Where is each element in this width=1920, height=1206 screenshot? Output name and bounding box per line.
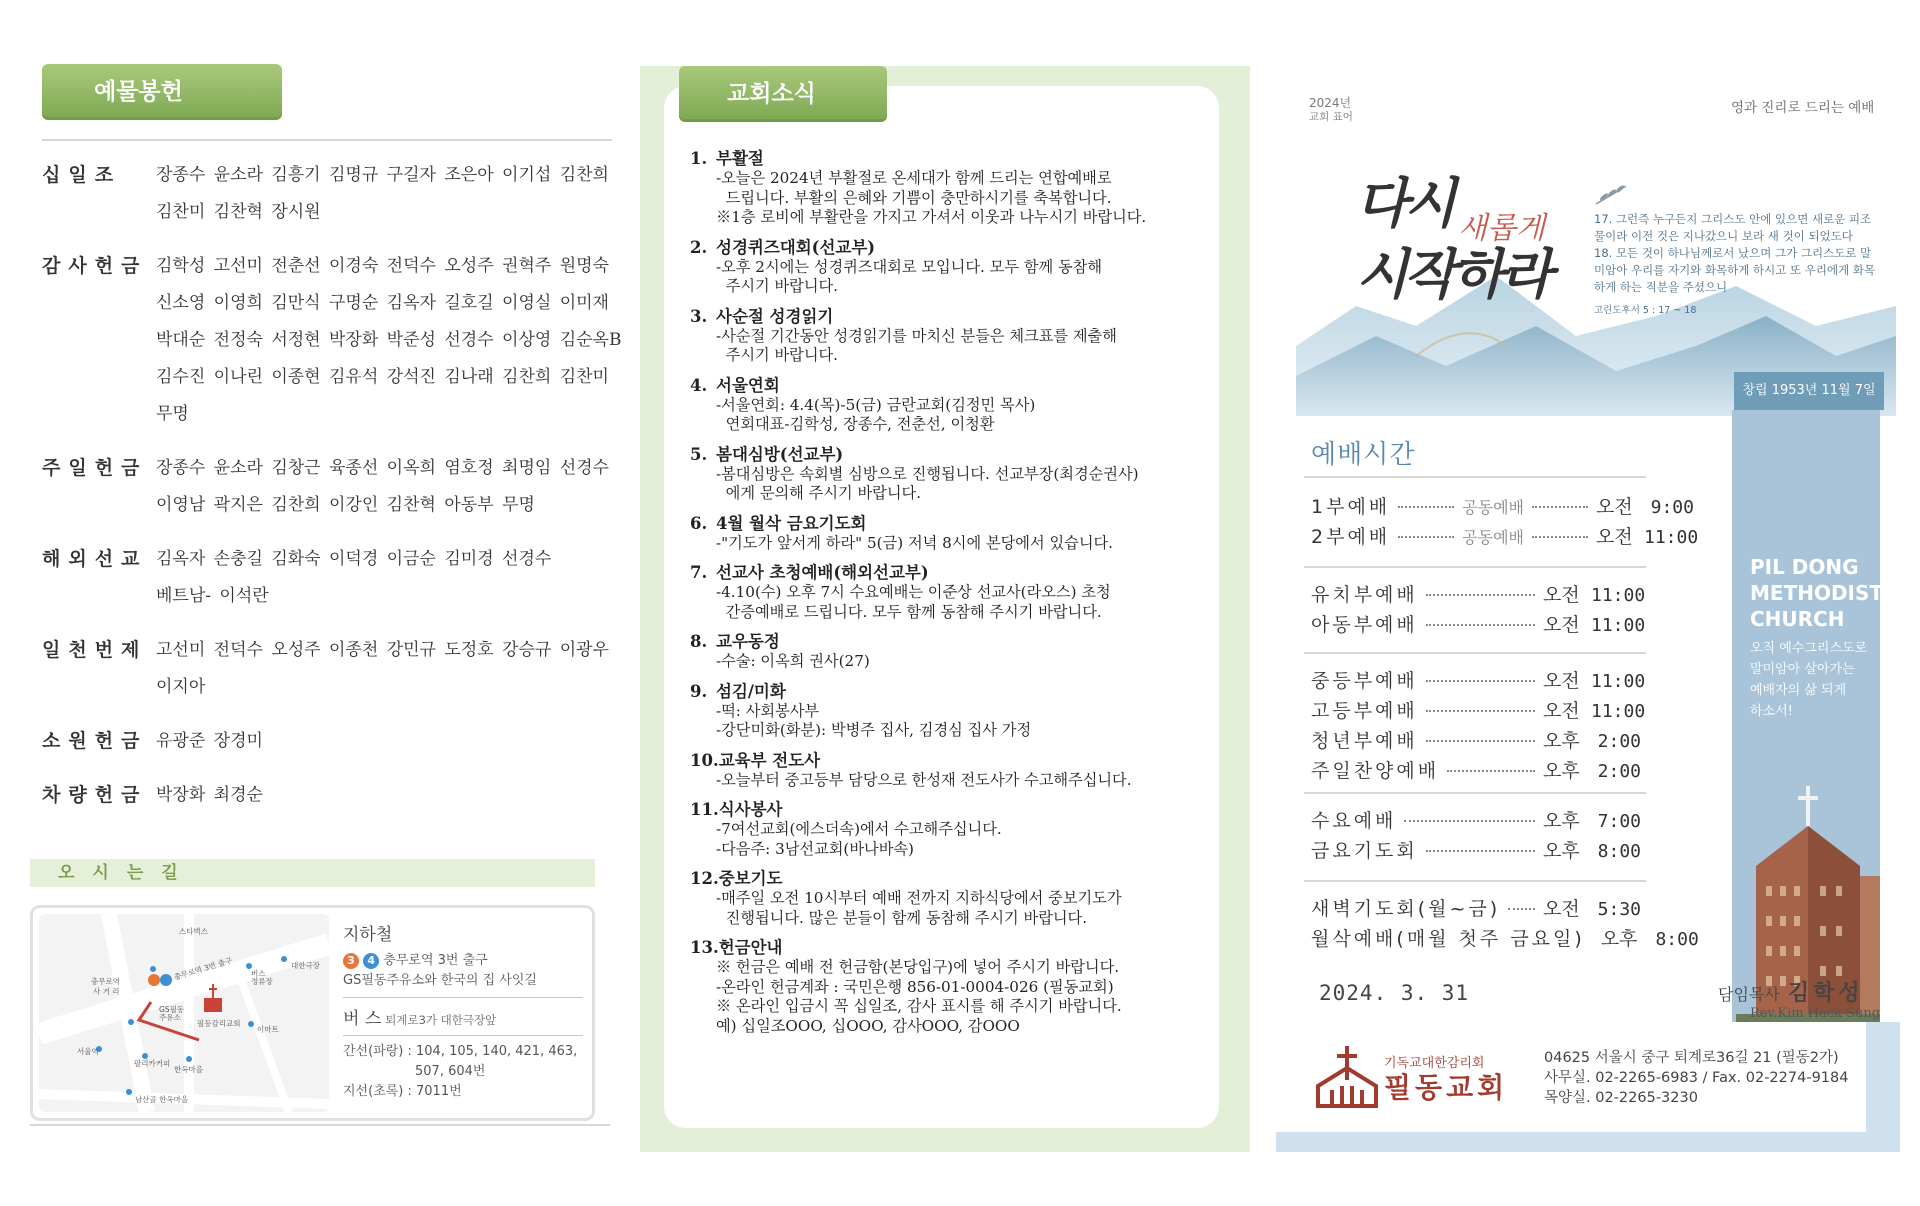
church-name: 필동교회 [1384, 1071, 1509, 1104]
news-number: 9. [690, 681, 708, 701]
bus-blue-cont: 507, 604번 [415, 1064, 486, 1079]
news-line: 주시기 바랍니다. [716, 346, 839, 364]
news-line: -수술: 이옥희 권사(27) [716, 652, 870, 670]
service-time: 8:00 [1655, 929, 1699, 950]
service-name: 청년부예배 [1311, 730, 1418, 752]
offering-name-line: 베트남- 이석란 [156, 586, 269, 606]
offering-name-line: 장종수 윤소라 김창근 육종선 이옥희 염호정 최명임 선경수 [156, 458, 609, 478]
service-ampm: 오후 [1543, 840, 1580, 862]
news-line: -떡: 사회봉사부 [716, 701, 820, 720]
news-item-title [690, 444, 1220, 465]
news-line: -7여선교회(에스더속)에서 수고해주십니다. [716, 820, 1002, 838]
verse-17: 17. 그런즉 누구든지 그리스도 안에 있으면 새로운 피조물이라 이전 것은 지나갔으니 보라 새 것이 되었도다 [1594, 212, 1872, 243]
offering-name-line: 이영남 곽지은 김찬희 이강인 김찬혁 아동부 무명 [156, 495, 535, 515]
motto-year: 2024년 교회 표어 [1309, 96, 1353, 123]
news-item-title [690, 562, 1220, 583]
mission-line: 말미암아 살아가는 [1750, 662, 1855, 677]
svg-text:남산골 한옥마을: 남산골 한옥마을 [135, 1095, 189, 1104]
news-item [690, 799, 1220, 859]
service-name: 중등부예배 [1311, 670, 1418, 692]
service-name: 월삭예배(매월 첫주 금요일) [1311, 928, 1585, 950]
motto-line-1: 다시 [1356, 171, 1453, 235]
pastor-english-name: Rev.Kim Hack Sung [1750, 1006, 1881, 1021]
offering-list [42, 157, 622, 831]
service-time: 9:00 [1650, 497, 1694, 518]
offering-name-line: 김학성 고선미 전춘선 이경숙 전덕수 오성주 권혁주 원명숙 [156, 256, 609, 276]
service-ampm: 오전 [1595, 526, 1633, 548]
news-number: 2. [690, 237, 708, 257]
svg-text:사 거 리: 사 거 리 [93, 987, 120, 996]
news-panel [640, 66, 1250, 1152]
news-item [690, 750, 1220, 791]
svg-text:정류장: 정류장 [251, 977, 273, 986]
news-item [690, 375, 1220, 435]
news-item-title [690, 237, 1220, 258]
news-number: 1. [690, 149, 708, 168]
service-type: 공동예배 [1462, 528, 1524, 547]
divider [343, 1035, 583, 1036]
news-item-title [690, 937, 1220, 958]
service-time: 11:00 [1643, 527, 1699, 548]
offering-label: 소원헌금 [42, 730, 148, 752]
svg-text:주유소: 주유소 [159, 1013, 181, 1022]
leader-dots [1404, 820, 1535, 822]
divider [1304, 476, 1646, 478]
news-line: -온라인 헌금계좌 : 국민은행 856-01-0004-026 (필동교회) [716, 977, 1114, 996]
leader-dots [1426, 710, 1535, 712]
service-row [1311, 836, 1641, 866]
service-ampm: 오후 [1543, 810, 1580, 832]
news-line: 간증예배로 드립니다. 모두 함께 동참해 주시기 바랍니다. [716, 602, 1102, 621]
news-number: 11. [690, 800, 719, 819]
news-item-title [690, 148, 1220, 169]
divider [1304, 880, 1646, 882]
news-heading: 섬김/미화 [716, 681, 786, 701]
leader-dots [1508, 908, 1535, 910]
offering-names [156, 541, 551, 615]
service-row [1311, 666, 1646, 696]
mission-line: 하소서! [1750, 704, 1793, 719]
divider [343, 997, 583, 998]
news-line: -매주일 오전 10시부터 예배 전까지 지하식당에서 중보기도가 [716, 889, 1122, 907]
news-number: 3. [690, 306, 708, 326]
offering-name-line: 유광준 장경미 [156, 731, 263, 751]
service-name: 1부예배 [1311, 496, 1391, 518]
news-heading: 부활절 [716, 149, 764, 168]
service-ampm: 오전 [1543, 898, 1580, 920]
leader-dots [1426, 594, 1535, 596]
motto-year-sub: 교회 표어 [1309, 111, 1353, 123]
svg-text:한옥마을: 한옥마을 [174, 1065, 203, 1074]
office-phone: 사무실. 02-2265-6983 / Fax. 02-2274-9184 [1544, 1070, 1849, 1086]
bus-blue: 간선(파랑) : 104, 105, 140, 421, 463, [343, 1044, 578, 1059]
news-number: 13. [690, 938, 719, 957]
pastor-name: 김학성 [1787, 981, 1864, 1006]
offering-row [42, 541, 612, 615]
service-row [1311, 610, 1646, 640]
denomination: 기독교대한감리회 [1384, 1056, 1485, 1071]
divider [1304, 652, 1646, 654]
offering-label: 감사헌금 [42, 255, 148, 277]
news-line: -다음주: 3남선교회(바나바속) [716, 839, 914, 858]
offering-label: 차량헌금 [42, 784, 148, 806]
news-heading: 교육부 전도사 [718, 750, 821, 770]
bulletin-date: 2024. 3. 31 [1319, 981, 1470, 1005]
offering-name-line: 김수진 이나린 이종현 김유석 강석진 김나래 김찬희 김찬미 [156, 367, 609, 387]
offering-row [42, 450, 612, 524]
news-heading: 교우동정 [716, 632, 780, 651]
bus-stop: 퇴계로3가 대한극장앞 [385, 1013, 497, 1027]
leader-dots [1532, 536, 1588, 538]
offering-label: 해외선교 [42, 548, 148, 570]
offering-row [42, 157, 612, 231]
news-item-title [690, 631, 1220, 652]
verse-18: 18. 모든 것이 하나님께로서 났으며 그가 그리스도로 말미암아 우리를 자기와 화목하게 하시고 또 우리에게 화목하게 하는 직분을 주셨으니 [1594, 246, 1876, 294]
news-item [690, 513, 1220, 554]
service-row [1311, 522, 1699, 552]
offering-label: 십일조 [42, 164, 122, 186]
service-ampm: 오전 [1543, 670, 1580, 692]
leader-dots [1398, 536, 1454, 538]
service-ampm: 오후 [1600, 928, 1638, 950]
address: 04625 서울시 중구 퇴계로36길 21 (필동2가) [1544, 1050, 1839, 1066]
service-name: 금요기도회 [1311, 840, 1418, 862]
news-line: 주시기 바랍니다. [716, 277, 839, 295]
subway-exit: 충무로역 3번 출구 [383, 953, 488, 968]
scripture-verse [1594, 184, 1879, 319]
transit-info [343, 916, 583, 1102]
offering-title: 예물봉헌 [42, 64, 282, 120]
subway-title: 지하철 [343, 925, 393, 945]
service-row [1311, 696, 1646, 726]
church-motto [1356, 161, 1549, 309]
offering-name-line: 이지아 [156, 677, 206, 697]
service-row [1311, 924, 1699, 954]
news-line: ※ 헌금은 예배 전 헌금함(본당입구)에 넣어 주시기 바랍니다. [716, 958, 1120, 976]
service-ampm: 오후 [1543, 760, 1580, 782]
line-4-icon: 4 [363, 953, 379, 969]
offering-name-line: 김찬미 김찬혁 장시원 [156, 202, 321, 222]
offering-row [42, 632, 612, 706]
service-time: 11:00 [1591, 615, 1646, 636]
news-heading: 4월 월삭 금요기도회 [716, 513, 867, 533]
divider [30, 1124, 610, 1126]
service-row [1311, 806, 1641, 836]
svg-text:충무로역 3번 출구: 충무로역 3번 출구 [172, 955, 234, 982]
bus-green: 지선(초록) : 7011번 [343, 1084, 462, 1099]
divider [42, 139, 612, 141]
news-title: 교회소식 [679, 66, 887, 122]
service-row [1311, 894, 1641, 924]
directions-title: 오시는길 [30, 859, 595, 887]
news-heading: 사순절 성경읽기 [716, 306, 834, 326]
news-line: -오늘은 2024년 부활절로 온세대가 함께 드리는 연합예배로 [716, 169, 1112, 187]
news-number: 5. [690, 444, 708, 464]
news-item-title [690, 306, 1220, 327]
news-line: 예) 십일조OOO, 십OOO, 감사OOO, 감OOO [716, 1016, 1020, 1035]
news-item [690, 148, 1220, 228]
service-row [1311, 492, 1694, 522]
news-list [690, 148, 1220, 1045]
news-item-title [690, 375, 1220, 396]
news-heading: 서울연회 [716, 375, 780, 395]
svg-text:버스: 버스 [251, 969, 266, 978]
news-item-title [690, 681, 1220, 702]
news-line: -"기도가 앞서게 하라" 5(금) 저녁 8시에 본당에서 있습니다. [716, 533, 1113, 552]
olive-branch-icon [1594, 184, 1628, 206]
service-ampm: 오전 [1543, 700, 1580, 722]
news-number: 6. [690, 513, 708, 533]
news-item [690, 562, 1220, 622]
bus-title: 버 스 퇴계로3가 대한극장앞 [343, 1009, 497, 1029]
cover-panel [1276, 66, 1900, 1152]
offering-names [156, 777, 263, 814]
offering-names [156, 723, 263, 760]
service-time: 11:00 [1591, 585, 1646, 606]
offering-panel [30, 62, 622, 1132]
news-line: ※1층 로비에 부활란을 가지고 가셔서 이웃과 나누시기 바랍니다. [716, 208, 1147, 226]
svg-text:서울역: 서울역 [77, 1047, 99, 1056]
news-line: -봄대심방은 속회별 심방으로 진행됩니다. 선교부장(최경순권사) [716, 464, 1139, 483]
leader-dots [1398, 506, 1454, 508]
mission-line: 예배자의 삶 되게 [1750, 683, 1847, 698]
offering-name-line: 박대순 전정숙 서정현 박장화 박준성 선경수 이상영 김순옥B [156, 330, 622, 350]
service-group [1311, 894, 1699, 954]
news-line: 드립니다. 부활의 은혜와 기쁨이 충만하시기를 축복합니다. [716, 188, 1112, 207]
service-time: 2:00 [1597, 731, 1641, 752]
news-item [690, 631, 1220, 672]
service-ampm: 오전 [1543, 584, 1580, 606]
news-heading: 식사봉사 [718, 800, 783, 819]
leader-dots [1532, 506, 1588, 508]
mission-line: 오직 예수그리스도로 [1750, 641, 1868, 656]
svg-text:충무로역: 충무로역 [91, 977, 120, 986]
mission-statement [1750, 638, 1867, 722]
divider [1304, 792, 1646, 794]
offering-name-line: 김옥자 손충길 김화숙 이덕경 이금순 김미경 선경수 [156, 549, 552, 569]
pastor-office-phone: 목양실. 02-2265-3230 [1544, 1090, 1698, 1106]
news-line: ※ 온라인 입금시 꼭 십일조, 감사 표시를 해 주시기 바랍니다. [716, 997, 1122, 1015]
service-time: 11:00 [1591, 701, 1646, 722]
news-item [690, 306, 1220, 366]
motto-line-3: 시작하라 [1356, 242, 1549, 306]
news-line: 연회대표-김학성, 장종수, 전춘선, 이청환 [716, 415, 995, 433]
offering-names [156, 157, 609, 231]
news-heading: 헌금안내 [718, 938, 783, 957]
service-name: 2부예배 [1311, 526, 1391, 548]
svg-text:필동감리교회: 필동감리교회 [197, 1019, 241, 1028]
service-name: 고등부예배 [1311, 700, 1418, 722]
news-line: 진행됩니다. 많은 분들이 함께 동참해 주시기 바랍니다. [716, 908, 1088, 927]
service-type: 공동예배 [1462, 498, 1524, 517]
verse-reference: 고린도후서 5 : 17 ~ 18 [1594, 305, 1697, 316]
offering-row [42, 723, 612, 760]
offering-names [156, 632, 609, 706]
church-logo-icon [1316, 1046, 1378, 1108]
church-name-block [1384, 1052, 1508, 1105]
news-number: 7. [690, 563, 708, 582]
subway-desc: GS필동주유소와 한국의 집 사잇길 [343, 973, 537, 988]
news-item [690, 937, 1220, 1036]
service-time: 5:30 [1597, 899, 1641, 920]
subway-line [343, 951, 583, 971]
offering-names [156, 450, 609, 524]
news-heading: 봄대심방(선교부) [716, 444, 844, 464]
service-group [1311, 666, 1646, 786]
news-item [690, 237, 1220, 297]
service-row [1311, 756, 1641, 786]
leader-dots [1447, 770, 1535, 772]
news-number: 8. [690, 632, 708, 651]
offering-name-line: 신소영 이영희 김만식 구명순 김옥자 길호길 이영실 이미재 [156, 293, 609, 313]
service-times-title: 예배시간 [1311, 440, 1416, 470]
leader-dots [1426, 740, 1535, 742]
news-number: 4. [690, 375, 708, 395]
svg-text:GS필동: GS필동 [159, 1005, 185, 1014]
offering-label: 주일헌금 [42, 457, 148, 479]
service-time: 11:00 [1591, 671, 1646, 692]
news-line: 에게 문의해 주시기 바랍니다. [716, 484, 922, 502]
established-badge: 창립 1953년 11월 7일 [1734, 372, 1884, 410]
contact-info [1544, 1048, 1848, 1108]
offering-name-line: 장종수 윤소라 김흥기 김명규 구길자 조은아 이기섭 김찬희 [156, 165, 609, 185]
service-name: 유치부예배 [1311, 584, 1418, 606]
church-english-name: PIL DONG METHODIST CHURCH [1750, 555, 1884, 631]
offering-name-line: 무명 [156, 404, 189, 424]
news-line: -서울연회: 4.4(목)-5(금) 금란교회(김정민 목사) [716, 395, 1036, 414]
news-line: -사순절 기간동안 성경읽기를 마치신 분들은 체크표를 제출해 [716, 326, 1117, 345]
service-group [1311, 580, 1646, 640]
news-heading: 중보기도 [718, 869, 783, 888]
service-name: 주일찬양예배 [1311, 760, 1440, 782]
offering-name-line: 박장화 최경순 [156, 785, 263, 805]
service-time: 7:00 [1597, 811, 1641, 832]
news-line: -오후 2시에는 성경퀴즈대회로 모입니다. 모두 함께 동참해 [716, 257, 1103, 276]
pastor-info [1718, 976, 1864, 1007]
line-3-icon: 3 [343, 953, 359, 969]
offering-row [42, 248, 622, 433]
motto-line-2: 새롭게 [1458, 211, 1545, 246]
service-time: 8:00 [1597, 841, 1641, 862]
service-ampm: 오전 [1595, 496, 1633, 518]
service-name: 아동부예배 [1311, 614, 1418, 636]
svg-text:팔리카커피: 팔리카커피 [134, 1059, 171, 1068]
offering-label: 일천번제 [42, 639, 148, 661]
news-line: -4.10(수) 오후 7시 수요예배는 이준상 선교사(라오스) 초청 [716, 583, 1111, 601]
news-line: -강단미화(화분): 박병주 집사, 김경심 집사 가정 [716, 721, 1032, 739]
pastor-title: 담임목사 [1718, 985, 1780, 1004]
service-time: 2:00 [1597, 761, 1641, 782]
service-name: 새벽기도회(월~금) [1311, 898, 1501, 920]
news-item-title [690, 513, 1220, 534]
divider [1304, 566, 1646, 568]
service-ampm: 오전 [1543, 614, 1580, 636]
directions-box [30, 905, 595, 1121]
svg-text:이마트: 이마트 [257, 1025, 279, 1034]
news-heading: 성경퀴즈대회(선교부) [716, 237, 876, 257]
news-item-title [690, 868, 1220, 889]
service-row [1311, 726, 1641, 756]
news-item-title [690, 799, 1220, 820]
news-number: 10. [690, 750, 719, 770]
svg-text:대한극장: 대한극장 [291, 961, 320, 970]
news-item [690, 681, 1220, 741]
news-line: -오늘부터 중고등부 담당으로 한성재 전도사가 수고해주십니다. [716, 770, 1132, 789]
service-group [1311, 492, 1699, 552]
news-heading: 선교사 초청예배(해외선교부) [716, 563, 929, 582]
offering-name-line: 고선미 전덕수 오성주 이종천 강민규 도정호 강승규 이광우 [156, 640, 609, 660]
offering-names [156, 248, 621, 433]
service-group [1311, 806, 1641, 866]
leader-dots [1426, 624, 1535, 626]
news-item [690, 444, 1220, 504]
news-number: 12. [690, 869, 719, 888]
location-map [39, 914, 329, 1112]
service-ampm: 오후 [1543, 730, 1580, 752]
news-item [690, 868, 1220, 928]
service-name: 수요예배 [1311, 810, 1397, 832]
leader-dots [1426, 680, 1535, 682]
service-row [1311, 580, 1646, 610]
worship-motto: 영과 진리로 드리는 예배 [1731, 100, 1875, 116]
svg-text:스타벅스: 스타벅스 [179, 927, 208, 936]
news-item-title [690, 750, 1220, 771]
offering-row [42, 777, 612, 814]
leader-dots [1426, 850, 1535, 852]
